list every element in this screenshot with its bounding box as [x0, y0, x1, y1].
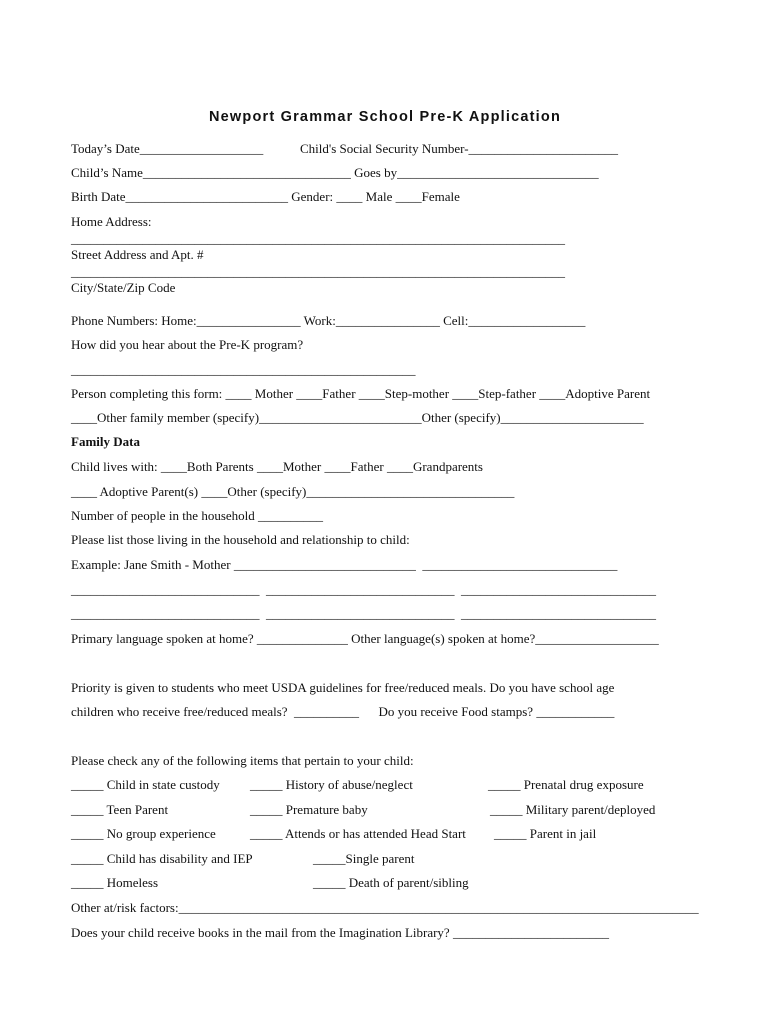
- check-disability-iep[interactable]: _____ Child has disability and IEP: [71, 851, 253, 866]
- check-prenatal-drug[interactable]: _____ Prenatal drug exposure: [488, 777, 644, 792]
- meals-food-stamps-line[interactable]: children who receive free/reduced meals? __________ Do you receive Food stamps? ____________: [71, 704, 615, 719]
- check-premature-baby[interactable]: _____ Premature baby: [250, 802, 368, 817]
- todays-date-field[interactable]: Today’s Date___________________: [71, 141, 264, 156]
- form-title: Newport Grammar School Pre-K Application: [208, 109, 561, 125]
- ssn-field[interactable]: Child's Social Security Number-_______________________: [300, 141, 619, 156]
- hear-about-question: How did you hear about the Pre-K program?: [71, 337, 304, 352]
- hear-about-answer-rule[interactable]: _____________________________________________________: [71, 362, 416, 377]
- household-example-line[interactable]: Example: Jane Smith - Mother ____________________________ ______________________________: [71, 557, 618, 572]
- city-state-zip-rule[interactable]: ____________________________________________________________________________: [71, 264, 565, 279]
- checklist-prompt: Please check any of the following items that pertain to your child:: [71, 753, 414, 768]
- street-address-rule[interactable]: ____________________________________________________________________________: [71, 231, 565, 246]
- check-military-parent[interactable]: _____ Military parent/deployed: [490, 802, 656, 817]
- child-name-field[interactable]: Child’s Name________________________________ Goes by_______________________________: [71, 165, 599, 180]
- child-lives-with-line[interactable]: Child lives with: ____Both Parents ____Mother ____Father ____Grandparents: [71, 459, 483, 474]
- priority-text: Priority is given to students who meet USDA guidelines for free/reduced meals. Do you have school age: [71, 680, 615, 695]
- check-state-custody[interactable]: _____ Child in state custody: [71, 777, 220, 792]
- adoptive-parent-line[interactable]: ____ Adoptive Parent(s) ____Other (specify)________________________________: [71, 484, 515, 499]
- household-count-field[interactable]: Number of people in the household __________: [71, 508, 324, 523]
- check-head-start[interactable]: _____ Attends or has attended Head Start: [250, 826, 466, 841]
- household-rule-row[interactable]: _____________________________ _____________________________ ______________________________: [71, 582, 656, 597]
- other-family-member-line[interactable]: ____Other family member (specify)_________________________Other (specify)______________________: [71, 410, 644, 425]
- family-data-heading: Family Data: [71, 434, 140, 449]
- imagination-library-field[interactable]: Does your child receive books in the mail from the Imagination Library? ________________________: [71, 925, 609, 940]
- person-completing-line[interactable]: Person completing this form: ____ Mother ____Father ____Step-mother ____Step-father ____Adoptive Parent: [71, 386, 651, 401]
- check-teen-parent[interactable]: _____ Teen Parent: [71, 802, 169, 817]
- check-death-parent-sibling[interactable]: _____ Death of parent/sibling: [313, 875, 469, 890]
- check-single-parent[interactable]: _____Single parent: [313, 851, 415, 866]
- other-risk-factors-field[interactable]: Other at/risk factors:________________________________________________________________________________: [71, 900, 699, 915]
- city-state-zip-label: City/State/Zip Code: [71, 280, 176, 295]
- household-rule-row[interactable]: _____________________________ _____________________________ ______________________________: [71, 606, 656, 621]
- check-parent-in-jail[interactable]: _____ Parent in jail: [494, 826, 597, 841]
- home-address-label: Home Address:: [71, 214, 152, 229]
- check-abuse-neglect[interactable]: _____ History of abuse/neglect: [250, 777, 413, 792]
- language-field[interactable]: Primary language spoken at home? ______________ Other language(s) spoken at home?___________________: [71, 631, 659, 646]
- phone-numbers-field[interactable]: Phone Numbers: Home:________________ Work:________________ Cell:__________________: [71, 313, 586, 328]
- street-address-label: Street Address and Apt. #: [71, 247, 204, 262]
- check-homeless[interactable]: _____ Homeless: [71, 875, 159, 890]
- check-no-group-experience[interactable]: _____ No group experience: [71, 826, 216, 841]
- household-list-prompt: Please list those living in the household and relationship to child:: [71, 532, 410, 547]
- birth-gender-field[interactable]: Birth Date_________________________ Gender: ____ Male ____Female: [71, 189, 460, 204]
